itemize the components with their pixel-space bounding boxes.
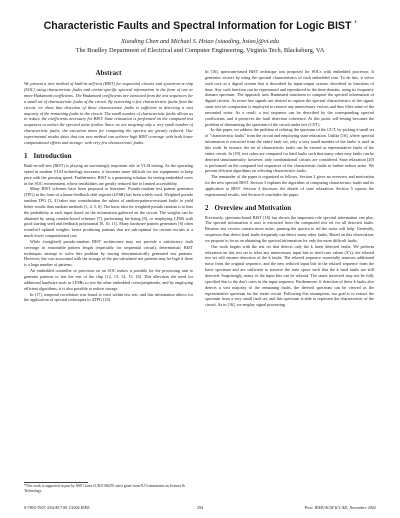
footnote-divider: [24, 482, 88, 483]
paragraph: The remainder of the paper is organized as follows. Section 2 gives an overview and motivation for the new spectral BIST. Section 3 explains the algorithm of computing characteristic faults and its application to BIST. Section 4 discusses the details of state relaxation. Section 5 reports the experimental results, and Section 6 concludes the paper.: [205, 174, 374, 197]
paragraph: Many BIST schemes have been proposed in literature. Pseudo-random test pattern generator (TPG) in the form of a linear-feedback shift register (LFSR) has been widely used. Weighted pseudo random TPG [3, 4] takes into consideration the subset of random-pattern-resistant faults to yield better results than random methods [1, 4, 5, 6]. The basic idea for weighted pseudo random is to bias the probability at each input based on the information gathered on the circuit. The weights can be obtained by using counter-based schemes [7], performing bit-fixing [8], or employing LFSR with good starting seed and feedback polynomial [8, 10, 11]. Many hardware pattern generators [6] often round-off optimal weights, hence producing patterns that are sub-optimal for certain circuits at a much lower computational cost.: [24, 186, 193, 239]
section-1-heading: [24, 152, 193, 160]
paragraph: In [17], temporal correlation was found to exist within test sets, and this information allows for the application of spectral techniques to ATPG [18].: [24, 291, 193, 303]
proceedings-line: Proc. IEEE/ACM ICCAD, November 2002: [304, 505, 376, 510]
footnote: *This work is supported in part by NSF Grant CCR-0196470 and a grant from NJ Commission on Science & Technology.: [24, 484, 186, 493]
paragraph: In this paper, we address the problem of refining the spectrum of the CUT, by picking a small set of "characteristic faults" from the circuit and employing state relaxation. Unlike [16], where spectral information is extracted from the entire fault set, only a very small number of the faults is used in this work. In essence, the set of characteristic faults can be viewed as representative faults of the entire circuit. In [18], test cubes are computed for hard faults such that many other easy faults can be detected simultaneously; however, only combinational circuits are considered. State relaxation [20] is performed on the computed test sequences of the characteristic faults to further reduce noise. We present efficient algorithms on selecting characteristic faults.: [205, 127, 374, 174]
right-column: [205, 69, 374, 308]
author-line: Xiaoding Chen and Michael S. Hsiao {xiaoding, hsiao}@vt.edu: [121, 38, 279, 45]
paragraph: Built-in-self-test (BIST) is playing an increasingly important role in VLSI testing. As the operating speed in modern VLSI technology increases, it becomes more difficult for test equipments to keep pace with the growing speed. Furthermore, BIST is a promising solution for testing embedded cores in the SOC environment, whose testabilities are greatly reduced due to limited accessibility.: [24, 162, 193, 186]
section-2-heading: [205, 204, 374, 212]
title-footnote-mark: *: [354, 20, 357, 27]
title-text: Characteristic Faults and Spectral Information for Logic BIST: [43, 20, 352, 32]
paper-title: [0, 20, 400, 32]
paragraph: Our work begins with the test set that detects only the k latest detected faults. We perform relaxation on this test set to relax any unnecessary input bits to don't-care values (X's); the relaxed test set still ensures detection of the k faults. The relaxed sequence essentially removes additional noise from the original sequence, and the new reduced input bits in the relaxed sequence form the basic spectrum and are sufficient to traverse the state space such that the k hard faults are still detected. Surprisingly, many of the input bits can be relaxed. The states traversed may not be fully specified due to the don't cares in the input sequence. Furthermore, if detection of these k faults also detects a vast majority of the remaining faults, the derived spectrum can be viewed as the representative spectrum for the entire circuit. Following this assumption, our goal is to extract the spectrum from a very small fault set, and this spectrum is able to represent the characteristic of the circuit. As in [16], we employ signal processing: [205, 243, 374, 308]
left-column: [24, 69, 193, 303]
page-number: 294: [196, 505, 204, 510]
affiliation: The Bradley Department of Electrical and Computer Engineering, Virginia Tech, Blacksburg, VA: [75, 47, 325, 54]
section-number: 1: [24, 151, 28, 160]
section-title: Overview and Motivation: [214, 203, 292, 212]
copyright-line: 0-7803-7607-2/02/$17.00 ©2002 IEEE: [24, 505, 90, 510]
abstract-heading: Abstract: [95, 69, 122, 77]
paragraph: In [16], spectrum-based BIST technique was proposed for SOCs with embedded processor. It generates vectors by using the spectral characteristics of each embedded core. To do this, it views each core as a digital system that is described by input-output system, described as functions of time. Any such function can be represented and reproduced in the time-domain, using its frequency domain spectrum. The approach uses Hadamard transform to compute the spectral information of digital circuits. As noise-free signals are desired to capture the spectral characteristics of the signal, static test set compaction is employed to remove any unnecessary vectors and thus filter some of the unwanted noise. As a result, a test sequence can be described by the corresponding spectral coefficients, and it preserves the fault detection coherence. At this point, self-testing becomes the problem of determining the spectrum of the circuit under test (CUT).: [205, 69, 374, 127]
abstract-text: We present a new method of built-in-self-test (BIST) for sequential circuits and system-on-a-chip (SOC) using characteristic faults and circuit-specific spectral information in the form of one or more Hadamard coefficients. The Hadamard coefficients are extracted from the test sequences for a small set of characteristic faults of the circuit. By extracting a few characteristic faults from the circuit, we show that detection of these characteristic faults is sufficient in detecting a vast majority of the remaining faults in the circuit. The small number of characteristic faults allows us to reduce the coefficients necessary for BIST. State relaxation is performed on the computed test sequences to reduce the spectral noise further. Since we are targeting only a very small number of characteristic faults, the execution times for computing the spectra are greatly reduced. Our experimental results show that our new method can achieve high BIST coverage with both lower computational efforts and storage, with very few characteristic faults.: [24, 81, 193, 146]
paragraph: While (weighted) pseudo-random BIST architecture may not provide a satisfactory fault coverage in reasonable pattern length (especially for sequential circuit), deterministic BIST techniques attempt to solve this problem by storing deterministically generated test patterns. However, the cost associated with the storage of the pre-calculated test patterns may be high if there is a large number of patterns.: [24, 238, 193, 268]
paragraph: Previously, spectrum-based BIST [16] has shown the important role spectral information can play. The spectral information it uses is extracted from the compacted test set for all detected faults. Because test vectors contain more noise, pruning the spectra to rid the noise will help. Generally, sequences that detect hard faults frequently can detect many other faults. Based on this observation, we propose to focus on obtaining the spectral information for only the more difficult faults.: [205, 214, 374, 243]
section-number: 2: [205, 203, 209, 212]
section-title: Introduction: [33, 151, 72, 160]
paragraph: An embedded controller or processor on an SOC makes it possible for the processing unit to generate patterns to test the rest of the chip [12, 13, 14, 15, 16]. This alleviates the need for additional hardware such as LFSRs to test the other embedded cores/peripherals, and by employing efficient algorithms, it is also possible to reduce storage.: [24, 268, 193, 291]
